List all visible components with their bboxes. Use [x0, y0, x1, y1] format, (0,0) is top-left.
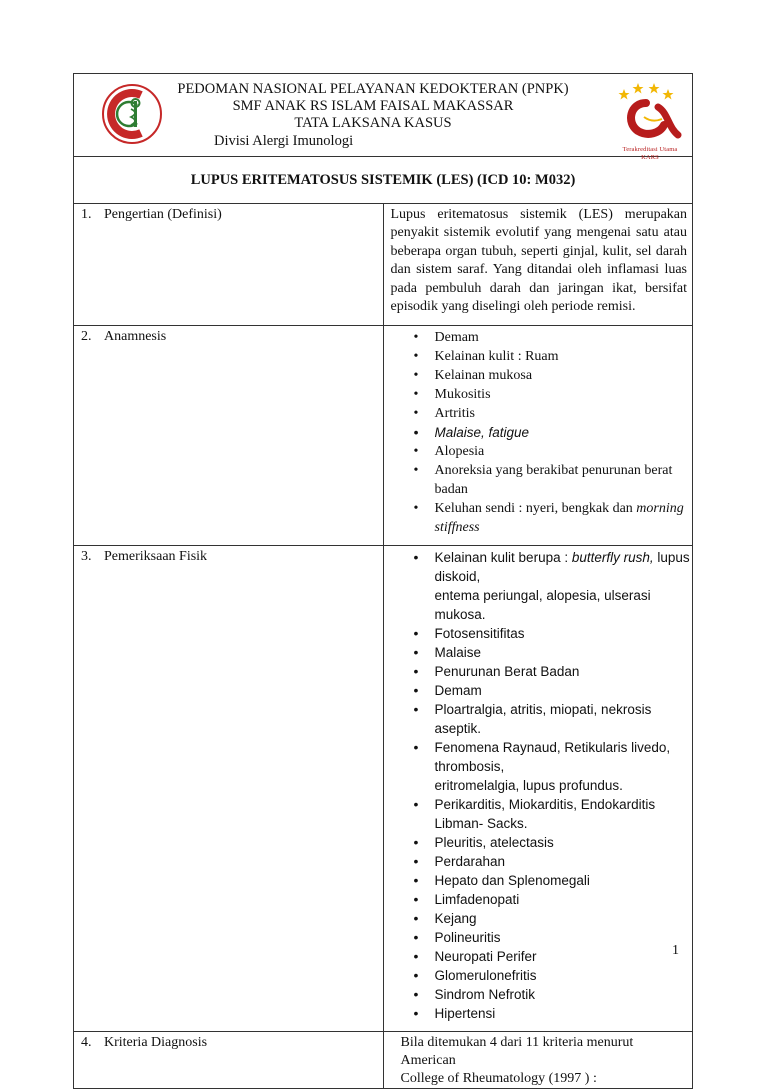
list-item-continuation: eritromelalgia, lupus profundus.: [434, 778, 623, 794]
list-item-continuation: entema periungal, alopesia, ulserasi mukosa.: [434, 588, 651, 623]
list-item-text: Keluhan sendi : nyeri, bengkak dan: [434, 501, 637, 517]
division-label: Divisi Alergi Imunologi: [214, 133, 354, 149]
physical-exam-list: [384, 546, 693, 1031]
section-row-physical-exam: [74, 546, 693, 1032]
criteria-text-line-2: College of Rheumatology (1997 ) :: [400, 1071, 597, 1087]
list-item-emphasis: butterfly rush,: [571, 550, 654, 566]
list-item: • Kelainan kulit : Ruam: [414, 347, 693, 366]
list-item: • Hepato dan Splenomegali: [414, 871, 693, 890]
document-title: LUPUS ERITEMATOSUS SISTEMIK (LES) (ICD 10: M032): [74, 157, 693, 204]
list-item: • Alopesia: [414, 442, 693, 461]
section-number: 4.: [81, 1035, 92, 1051]
guideline-table: [73, 73, 693, 1089]
list-item: • Anoreksia yang berakibat penurunan berat badan: [414, 461, 693, 499]
section-row-definition: [74, 204, 693, 326]
list-item: • Kejang: [414, 909, 693, 928]
section-label: Kriteria Diagnosis: [104, 1035, 208, 1051]
section-label: Pengertian (Definisi): [104, 207, 222, 222]
list-item: • Demam: [414, 328, 693, 347]
page-number: 1: [672, 943, 679, 958]
list-item-text: lupus diskoid,: [434, 550, 690, 585]
header-line-1: PEDOMAN NASIONAL PELAYANAN KEDOKTERAN (PNPK): [177, 81, 569, 97]
list-item-text: Kelainan kulit berupa :: [434, 550, 572, 566]
list-item: • Neuropati Perifer: [414, 947, 693, 966]
header-line-2: SMF ANAK RS ISLAM FAISAL MAKASSAR: [232, 98, 514, 114]
accreditation-caption: Terakreditasi Utama: [622, 146, 678, 153]
accreditation-sub: KARS: [641, 154, 659, 161]
list-item: • Sindrom Nefrotik: [414, 985, 693, 1004]
list-item-emphasis: morning stiffness: [434, 501, 684, 536]
document-header: [74, 74, 693, 161]
list-item: • Glomerulonefritis: [414, 966, 693, 985]
list-item: [414, 548, 693, 624]
section-number: 2.: [81, 329, 92, 345]
section-number: 3.: [81, 549, 92, 565]
list-item: • Kelainan mukosa: [414, 366, 693, 385]
list-item: • Malaise: [414, 643, 693, 662]
list-item: • Penurunan Berat Badan: [414, 662, 693, 681]
list-item: [414, 499, 693, 537]
list-item: • Pleuritis, atelectasis: [414, 833, 693, 852]
section-row-diagnosis-criteria: [74, 1032, 693, 1089]
anamnesis-list: [384, 326, 693, 545]
accreditation-emblem: [608, 79, 692, 145]
list-item: • Demam: [414, 681, 693, 700]
list-item: • Perdarahan: [414, 852, 693, 871]
definition-text: Lupus eritematosus sistemik (LES) merupakan penyakit sistemik evolutif yang mengenai satu atau beberapa organ tubuh, seperti ginjal, kulit, sel darah dan sistem saraf. Yang ditandai oleh inflamasi luas pada pembuluh darah dan jaringan ikat, bersifat episodik yang diselingi oleh periode remisi.: [390, 207, 687, 315]
list-item: • Artritis: [414, 404, 693, 423]
section-label: Anamnesis: [104, 329, 167, 345]
list-item: • Limfadenopati: [414, 890, 693, 909]
section-number: 1.: [81, 207, 92, 222]
criteria-text-line-1: Bila ditemukan 4 dari 11 kriteria menurut American: [400, 1035, 634, 1069]
list-item: • Mukositis: [414, 385, 693, 404]
list-item: • Perikarditis, Miokarditis, Endokarditis Libman- Sacks.: [414, 795, 693, 833]
accreditation-stars-icon: [619, 83, 674, 100]
list-item: • Hipertensi: [414, 1004, 693, 1023]
list-item: • Ploartralgia, atritis, miopati, nekrosis aseptik.: [414, 700, 693, 738]
section-row-anamnesis: [74, 326, 693, 546]
accreditation-logo: [608, 79, 692, 161]
list-item: • Polineuritis: [414, 928, 693, 947]
list-item-text: Fenomena Raynaud, Retikularis livedo, thrombosis,: [434, 740, 671, 775]
list-item: • Malaise, fatigue: [414, 423, 693, 442]
header-line-3: TATA LAKSANA KASUS: [294, 115, 452, 131]
list-item: [414, 738, 693, 795]
list-item: • Fotosensitifitas: [414, 624, 693, 643]
section-label: Pemeriksaan Fisik: [104, 549, 208, 565]
